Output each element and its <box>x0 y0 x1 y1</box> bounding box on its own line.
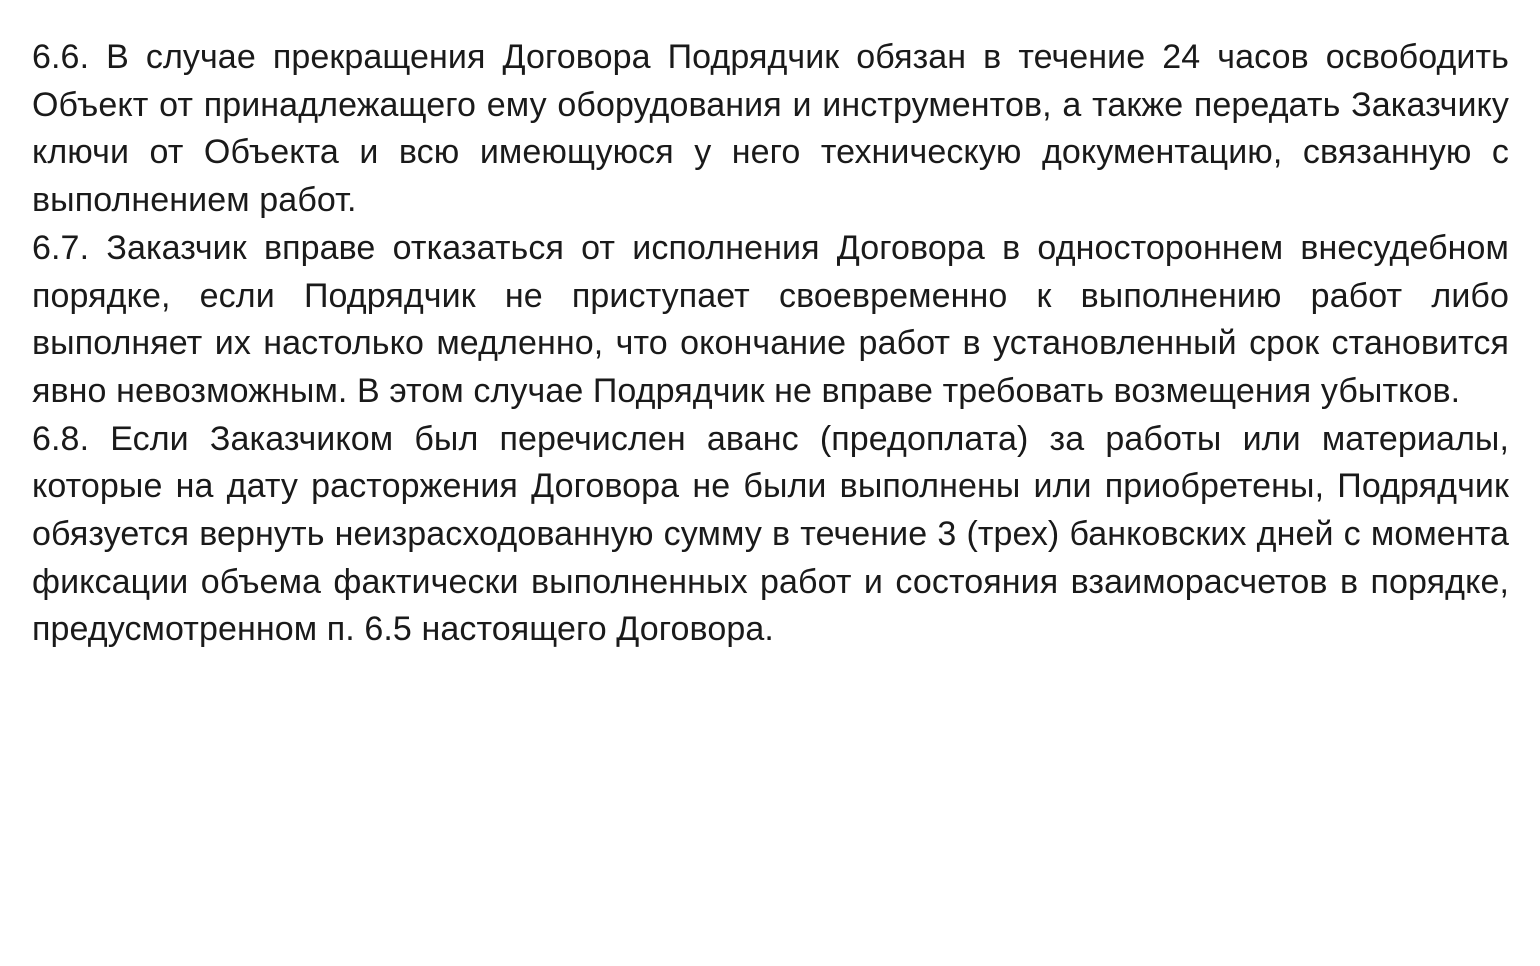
clause-6-7: 6.7. Заказчик вправе отказаться от исполнения Договора в одностороннем внесудебном порядке, если Подрядчик не приступает своевременно к выполнению работ либо выполняет их настолько медленно, что окончание работ в установленный срок становится явно невозможным. В этом случае Подрядчик не вправе требовать возмещения убытков. <box>32 228 1509 410</box>
clause-6-6: 6.6. В случае прекращения Договора Подрядчик обязан в течение 24 часов освободить Объект от принадлежащего ему оборудования и инструментов, а также передать Заказчику ключи от Объекта и всю имеющуюся у него техническую документацию, связанную с выполнением работ. <box>32 38 1509 220</box>
clause-6-8: 6.8. Если Заказчиком был перечислен аванс (предоплата) за работы или материалы, которые на дату расторжения Договора не были выполнены или приобретены, Подрядчик обязуется вернуть неизрасходованную сумму в течение 3 (трех) банковских дней с момента фиксации объема фактически выполненных работ и состояния взаиморасчетов в порядке, предусмотренном п. 6.5 настоящего Договора. <box>32 419 1509 649</box>
document-body <box>32 34 1509 654</box>
